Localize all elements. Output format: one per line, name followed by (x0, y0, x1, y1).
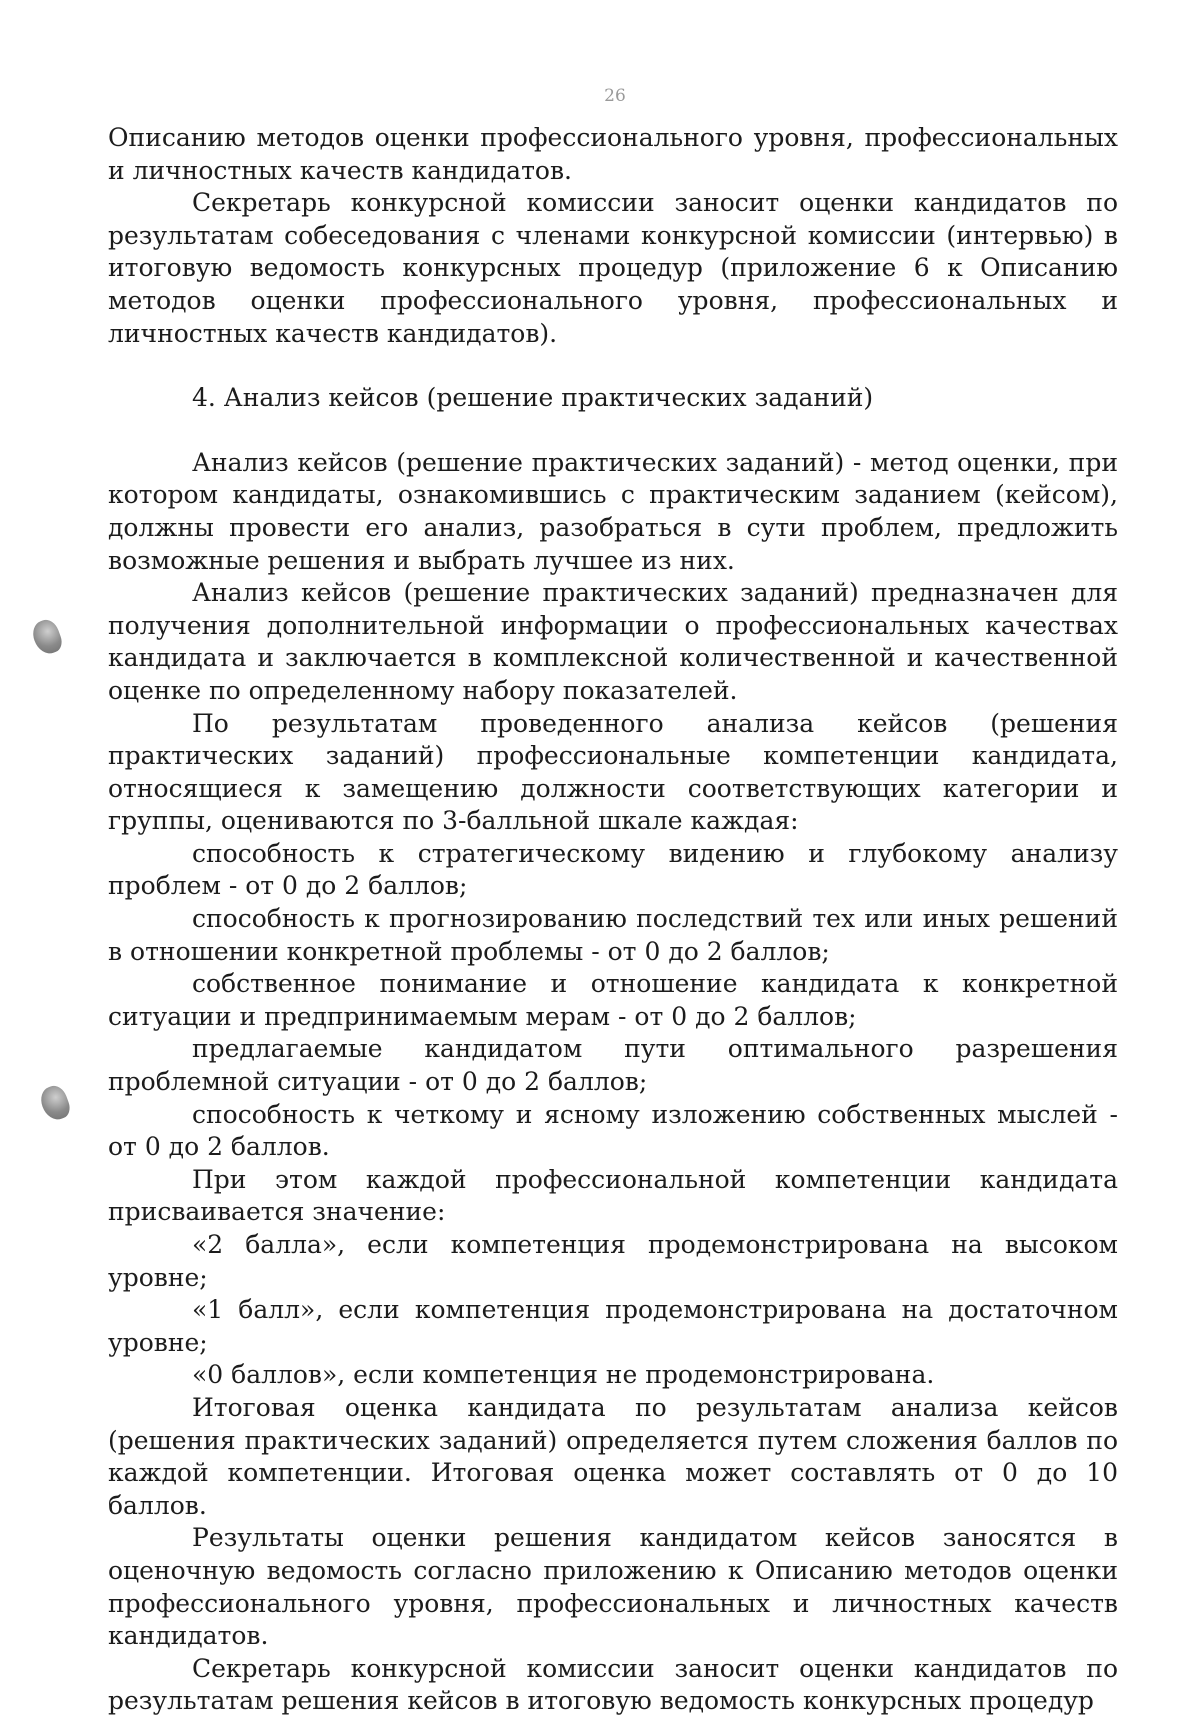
list-item: «1 балл», если компетенция продемонстрирована на достаточном уровне; (108, 1295, 1118, 1357)
list-item: способность к прогнозированию последствий тех или иных решений в отношении конкретной проблемы - от 0 до 2 баллов; (108, 904, 1118, 966)
hole-punch-mark (29, 617, 65, 658)
page-number: 26 (604, 86, 626, 106)
list-item: способность к четкому и ясному изложению собственных мыслей - от 0 до 2 баллов. (108, 1099, 1118, 1162)
paragraph: Итоговая оценка кандидата по результатам анализа кейсов (решения практических заданий) определяется путем сложения баллов по каждой компетенции. Итоговая оценка может составлять от 0 до 10 баллов. (108, 1392, 1118, 1520)
list-item: «0 баллов», если компетенция не продемонстрирована. (192, 1360, 935, 1390)
paragraph: Анализ кейсов (решение практических заданий) - метод оценки, при котором кандидаты, ознакомившись с практическим заданием (кейсом), должны провести его анализ, разобраться в сути проблем, предложить возможные решения и выбрать лучшее из них. (108, 447, 1118, 575)
paragraph: Анализ кейсов (решение практических заданий) предназначен для получения дополнительной информации о профессиональных качествах кандидата и заключается в комплексной количественной и качественной оценке по определенному набору показателей. (108, 578, 1118, 705)
document-body (108, 122, 1118, 1718)
list-item: предлагаемые кандидатом пути оптимального разрешения проблемной ситуации - от 0 до 2 баллов; (108, 1034, 1118, 1097)
list-item: «2 балла», если компетенция продемонстрирована на высоком уровне; (108, 1230, 1118, 1292)
paragraph: Результаты оценки решения кандидатом кейсов заносятся в оценочную ведомость согласно приложению к Описанию методов оценки профессионального уровня, профессиональных и личностных качеств кандидатов. (108, 1523, 1118, 1651)
paragraph: При этом каждой профессиональной компетенции кандидата присваивается значение: (108, 1164, 1118, 1227)
list-item: собственное понимание и отношение кандидата к конкретной ситуации и предпринимаемым мерам - от 0 до 2 баллов; (108, 969, 1118, 1031)
paragraph: Секретарь конкурсной комиссии заносит оценки кандидатов по результатам решения кейсов в итоговую ведомость конкурсных процедур (108, 1653, 1118, 1716)
paragraph: Секретарь конкурсной комиссии заносит оценки кандидатов по результатам собеседования с членами конкурсной комиссии (интервью) в итоговую ведомость конкурсных процедур (приложение 6 к Описанию методов оценки профессионального уровня, профессиональных и личностных качеств кандидатов). (108, 188, 1118, 348)
paragraph-continuation: Описанию методов оценки профессионального уровня, профессиональных и личностных качеств кандидатов. (108, 123, 1118, 185)
hole-punch-mark (37, 1083, 73, 1124)
paragraph: По результатам проведенного анализа кейсов (решения практических заданий) профессиональные компетенции кандидата, относящиеся к замещению должности соответствующих категории и группы, оцениваются по 3-балльной шкале каждая: (108, 708, 1118, 836)
section-heading: 4. Анализ кейсов (решение практических заданий) (192, 383, 874, 413)
list-item: способность к стратегическому видению и глубокому анализу проблем - от 0 до 2 баллов; (108, 838, 1118, 901)
